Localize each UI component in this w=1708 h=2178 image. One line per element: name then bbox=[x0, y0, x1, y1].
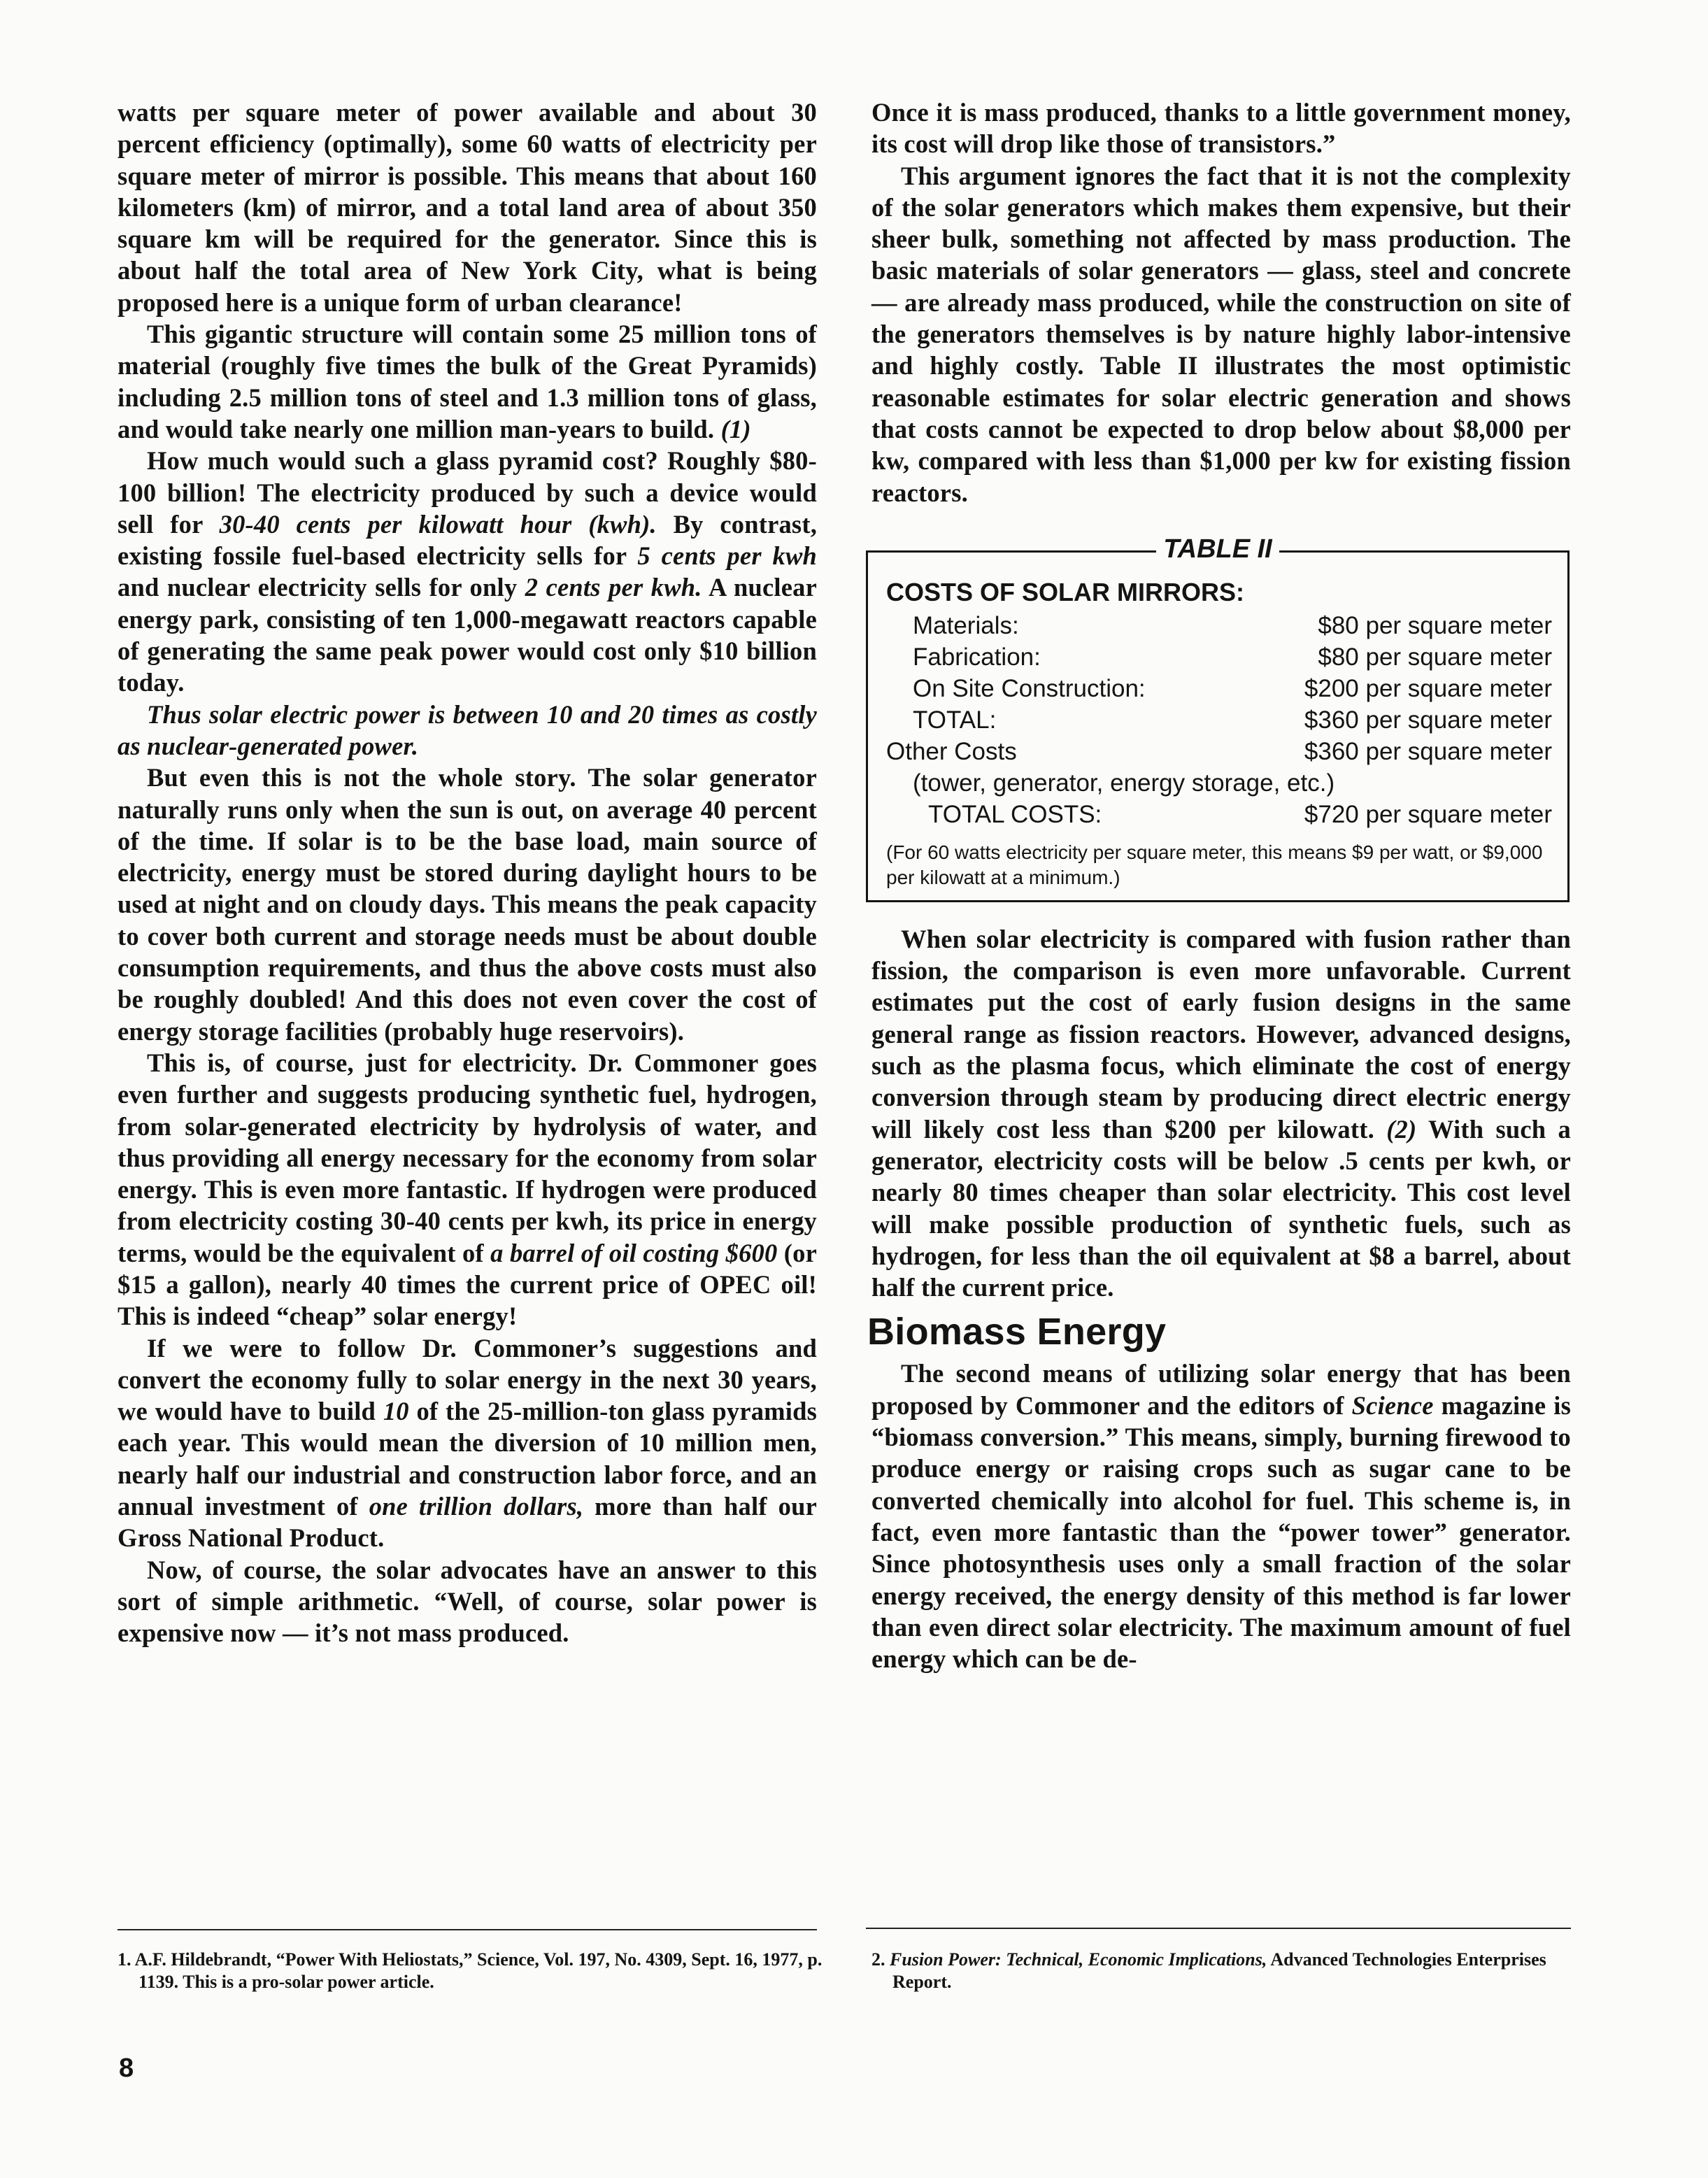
table-row: (tower, generator, energy storage, etc.) bbox=[913, 769, 1335, 797]
footnote-rule bbox=[118, 1929, 817, 1930]
table-row: Materials: $80 per square meter bbox=[913, 611, 1552, 639]
paragraph: The second means of utilizing solar energy that has been proposed by Commoner and the editors of Science magazine is “biomass conversion.” This means, simply, burning firewood to produce energy or raising crops such as sugar cane to be converted chemically into alcohol for fuel. This scheme is, in fact, even more fantastic than the “power tower” generator. Since photosynthesis uses only a small fraction of the solar energy received, the energy density of this method is far lower than even direct solar electricity. The maximum amount of fuel energy which can be de- bbox=[871, 1359, 1571, 1674]
paragraph: Once it is mass produced, thanks to a little government money, its cost will drop like those of transistors.” bbox=[871, 98, 1571, 159]
reference-1: (1) bbox=[720, 414, 751, 443]
page-number: 8 bbox=[119, 2054, 134, 2083]
paragraph: watts per square meter of power available and about 30 percent efficiency (optimally), some 60 watts of electricity per square meter of mirror is possible. This means that about 160 kilometers (km) of mirror, and a total land area of about 350 square km will be required for the generator. Since this is about half the total area of New York City, what is being proposed here is a unique form of urban clearance! bbox=[118, 98, 817, 317]
paragraph: When solar electricity is compared with fusion rather than fission, the comparison is even more unfavorable. Current estimates put the cost of early fusion designs in the same general range as fission reactors. However, advanced designs, such as the plasma focus, which eliminate the cost of energy conversion through steam by producing direct electric energy will likely cost less than $200 per kilowatt. (2) With such a generator, electricity costs will be below .5 cents per kwh, or nearly 80 times cheaper than solar electricity. This cost level will make possible production of synthetic fuels, such as hydrogen, for less than the oil equivalent at $8 a barrel, about half the current price. bbox=[871, 924, 1572, 1302]
paragraph: This argument ignores the fact that it is not the complexity of the solar generators which makes them expensive, but their sheer bulk, something not affected by mass production. The basic materials of solar generators — glass, steel and concrete — are already mass produced, while the construction on site of the generators themselves is by nature highly labor-intensive and highly costly. Table II illustrates the most optimistic reasonable estimates for solar electric generation and shows that costs cannot be expected to drop below about $8,000 per kw, compared with less than $1,000 per kw for existing fission reactors. bbox=[871, 161, 1571, 507]
table-heading: COSTS OF SOLAR MIRRORS: bbox=[886, 577, 1244, 606]
paragraph: How much would such a glass pyramid cost? Roughly $80-100 billion! The electricity produced by such a device would sell for 30-40 cents per kilowatt hour (kwh). By contrast, existing fossile fuel-based electricity sells for 5 cents per kwh and nuclear electricity sells for only 2 cents per kwh. A nuclear energy park, consisting of ten 1,000-megawatt reactors capable of generating the same peak power would cost only $10 billion today. bbox=[118, 446, 818, 697]
table-row: TOTAL: $360 per square meter bbox=[913, 706, 1552, 734]
paragraph: Thus solar electric power is between 10 and 20 times as costly as nuclear-generated power. bbox=[118, 699, 817, 760]
reference-2: (2) bbox=[1386, 1114, 1417, 1144]
table-row: Fabrication: $80 per square meter bbox=[913, 643, 1552, 671]
table-row: On Site Construction: $200 per square meter bbox=[913, 674, 1552, 702]
footnote-1: 1. A.F. Hildebrandt, “Power With Heliostats,” Science, Vol. 197, No. 4309, Sept. 16, 1977, p. 1139. This is a pro-solar power article. bbox=[118, 1949, 823, 1992]
table-ii bbox=[866, 534, 1570, 902]
paragraph: This gigantic structure will contain some 25 million tons of material (roughly five times the bulk of the Great Pyramids) including 2.5 million tons of steel and 1.3 million tons of glass, and would take nearly one million man-years to build. (1) bbox=[118, 320, 817, 443]
paragraph: But even this is not the whole story. The solar generator naturally runs only when the sun is out, on average 40 percent of the time. If solar is to be the base load, main source of electricity, energy must be stored during daylight hours to be used at night and on cloudy days. This means the peak capacity to cover both current and storage needs must be about double consumption requirements, and thus the above costs must also be roughly doubled! And this does not even cover the cost of energy storage facilities (probably huge reservoirs). bbox=[118, 763, 817, 1046]
left-column bbox=[118, 97, 817, 1649]
footnote-rule bbox=[866, 1928, 1571, 1929]
table-note: (For 60 watts electricity per square meter, this means $9 per watt, or $9,000 per kilowatt at a minimum.) bbox=[886, 841, 1543, 888]
footnote-2: 2. Fusion Power: Technical, Economic Implications, Advanced Technologies Enterprises Report. bbox=[871, 1949, 1546, 1992]
table-title: TABLE II bbox=[1156, 534, 1279, 564]
section-heading: Biomass Energy bbox=[867, 1311, 1167, 1353]
table-row: Other Costs $360 per square meter bbox=[886, 737, 1552, 765]
right-column bbox=[867, 97, 1572, 1674]
paragraph: Now, of course, the solar advocates have an answer to this sort of simple arithmetic. “Well, of course, solar power is expensive now — it’s not mass produced. bbox=[118, 1555, 817, 1648]
paragraph: If we were to follow Dr. Commoner’s suggestions and convert the economy fully to solar energy in the next 30 years, we would have to build 10 of the 25-million-ton glass pyramids each year. This would mean the diversion of 10 million men, nearly half our industrial and construction labor force, and an annual investment of one trillion dollars, more than half our Gross National Product. bbox=[118, 1333, 818, 1553]
paragraph: This is, of course, just for electricity. Dr. Commoner goes even further and suggests producing synthetic fuel, hydrogen, from solar-generated electricity by hydrolysis of water, and thus providing all energy necessary for the economy from solar energy. This is even more fantastic. If hydrogen were produced from electricity costing 30-40 cents per kwh, its price in energy terms, would be the equivalent of a barrel of oil costing $600 (or $15 a gallon), nearly 40 times the current price of OPEC oil! This is indeed “cheap” solar energy! bbox=[118, 1048, 818, 1331]
table-row: TOTAL COSTS: $720 per square meter bbox=[928, 800, 1552, 828]
